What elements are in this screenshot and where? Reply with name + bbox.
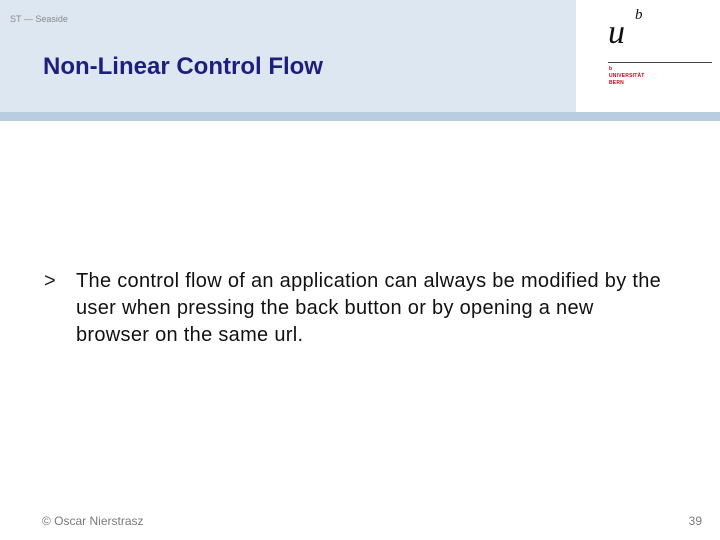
bullet-marker: >	[44, 270, 56, 292]
header-rule	[0, 112, 720, 121]
logo-wordmark	[609, 73, 645, 87]
logo-wordmark-line1: UNIVERSITÄT	[609, 73, 645, 79]
logo-divider-line	[608, 62, 712, 63]
running-head: ST — Seaside	[10, 14, 68, 24]
page-number: 39	[688, 514, 702, 528]
logo-wordmark-line2: BERN	[609, 79, 624, 86]
logo-u-letter: u	[608, 14, 625, 51]
slide-title: Non-Linear Control Flow	[43, 53, 323, 80]
footer-author: © Oscar Nierstrasz	[42, 514, 144, 528]
logo-b-superscript: b	[635, 7, 643, 23]
bullet-text: The control flow of an application can always be modified by the user when pressing the back button or by opening a new browser on the same url.	[76, 270, 662, 346]
university-logo	[606, 6, 714, 94]
logo-small-b: b	[609, 66, 613, 72]
